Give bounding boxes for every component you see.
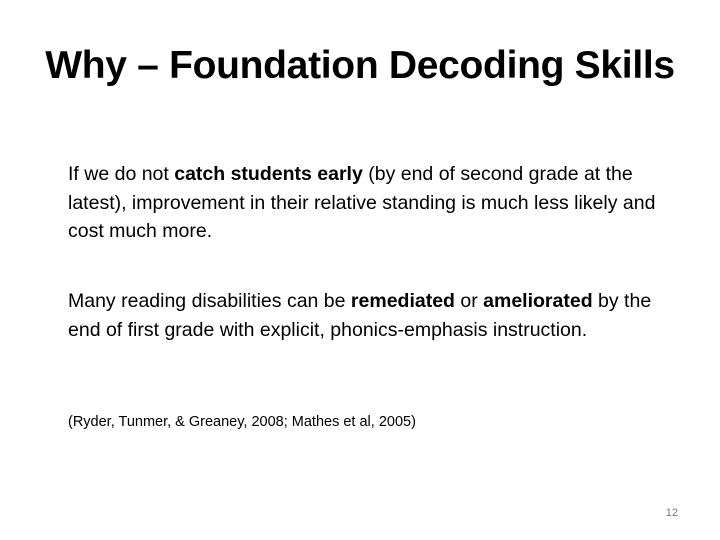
paragraph-reading-disabilities	[68, 287, 668, 344]
paragraph-early-intervention	[68, 160, 668, 246]
paragraph-2-text-1: Many reading disabilities can be	[68, 290, 351, 312]
paragraph-2-text-2: or	[454, 290, 484, 312]
paragraph-2-text-3: by the end of first grade with explicit, phonics-emphasis instruction.	[68, 290, 652, 341]
slide-title: Why – Foundation Decoding Skills	[45, 44, 675, 87]
citation: (Ryder, Tunmer, & Greaney, 2008; Mathes et al, 2005)	[68, 414, 416, 430]
paragraph-1-text-2: (by end of second grade at the latest), improvement in their relative standing is much less likely and cost much more.	[68, 163, 656, 242]
paragraph-2-emphasis-remediated: remediated	[350, 290, 455, 312]
paragraph-1-text-1: If we do not	[68, 163, 175, 185]
page-number: 12	[665, 507, 678, 519]
paragraph-1-emphasis: catch students early	[174, 163, 363, 185]
paragraph-2-emphasis-ameliorated: ameliorated	[483, 290, 593, 312]
